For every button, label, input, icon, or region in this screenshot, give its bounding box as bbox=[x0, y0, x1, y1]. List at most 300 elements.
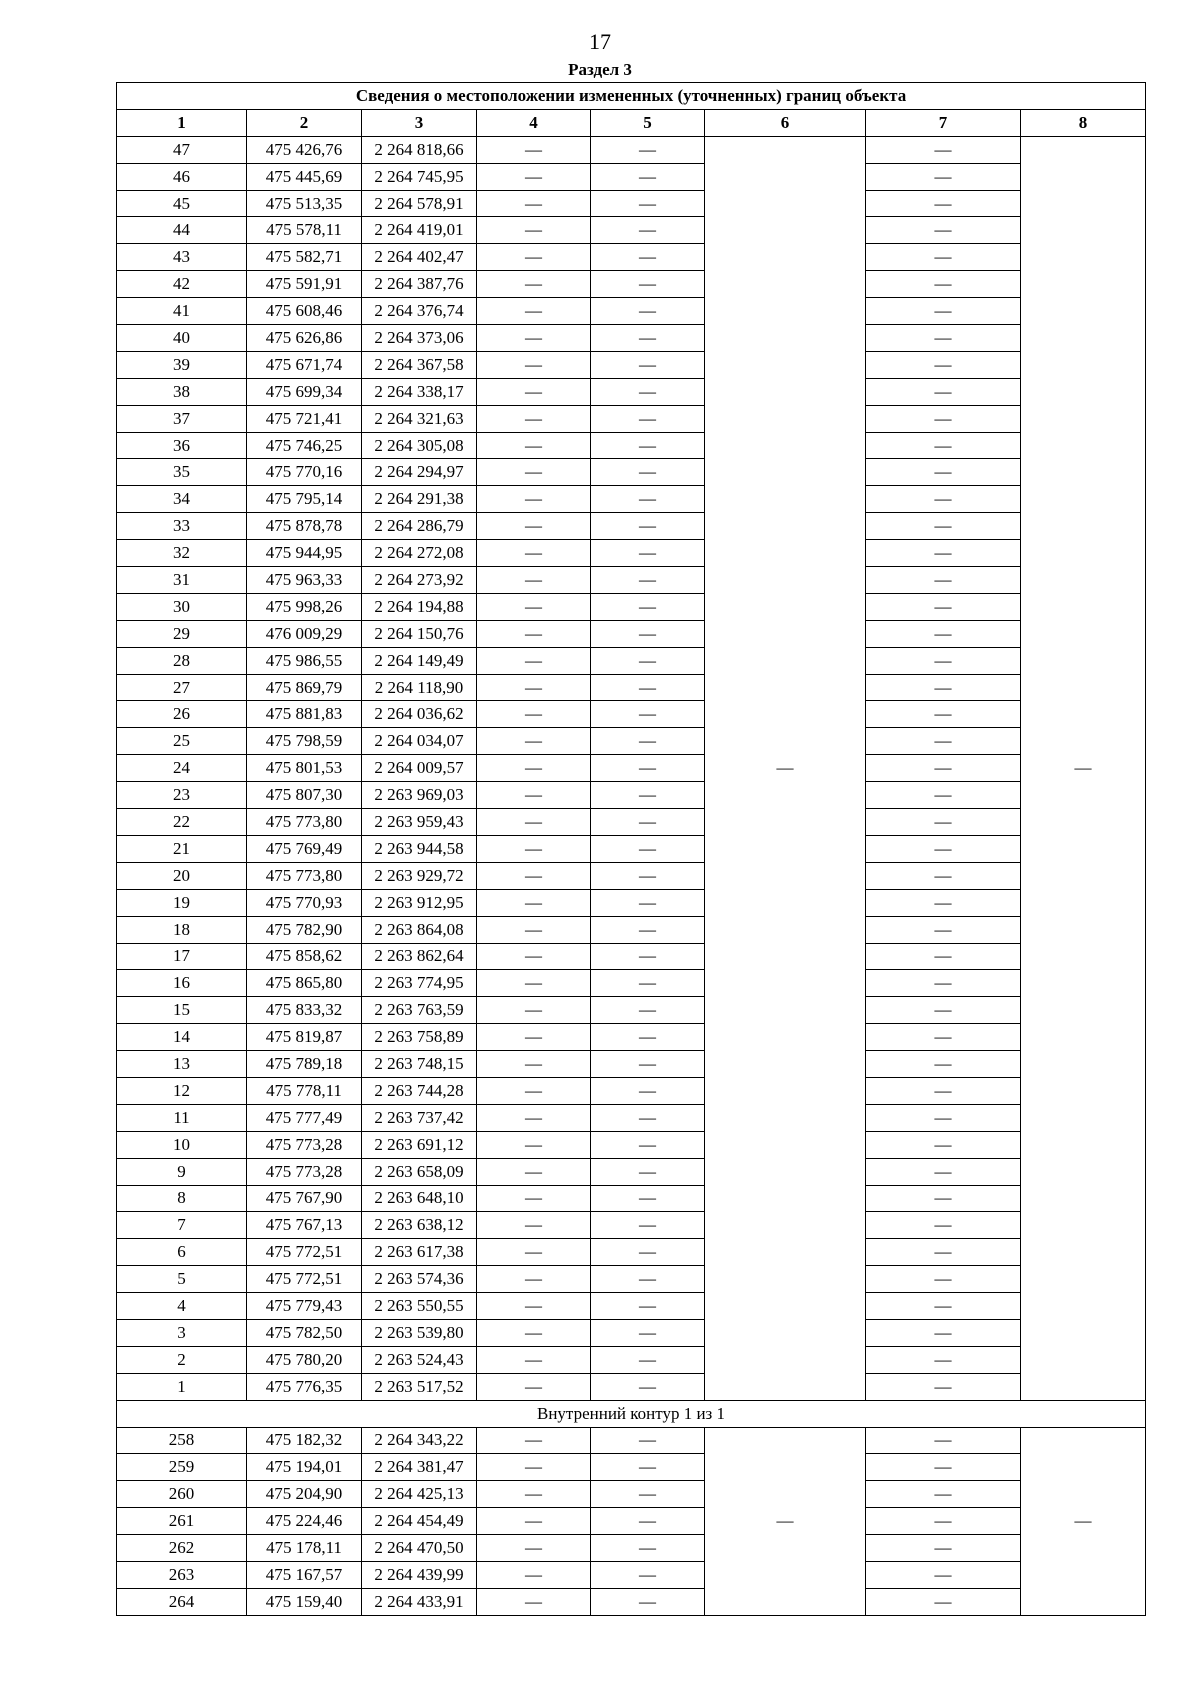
column-7-value: — bbox=[866, 190, 1021, 217]
point-number: 261 bbox=[117, 1508, 247, 1535]
point-number: 20 bbox=[117, 862, 247, 889]
coordinate-x: 475 865,80 bbox=[247, 970, 362, 997]
column-7-value: — bbox=[866, 647, 1021, 674]
column-5-value: — bbox=[591, 755, 705, 782]
point-number: 35 bbox=[117, 459, 247, 486]
coordinate-y: 2 264 150,76 bbox=[362, 620, 477, 647]
point-number: 29 bbox=[117, 620, 247, 647]
coordinate-y: 2 264 454,49 bbox=[362, 1508, 477, 1535]
coordinate-x: 476 009,29 bbox=[247, 620, 362, 647]
point-number: 46 bbox=[117, 163, 247, 190]
coordinate-x: 475 772,51 bbox=[247, 1266, 362, 1293]
coordinate-x: 475 782,90 bbox=[247, 916, 362, 943]
table-row bbox=[117, 540, 1146, 567]
column-5-value: — bbox=[591, 1051, 705, 1078]
coordinate-y: 2 264 194,88 bbox=[362, 593, 477, 620]
point-number: 12 bbox=[117, 1077, 247, 1104]
coordinate-x: 475 998,26 bbox=[247, 593, 362, 620]
table-row bbox=[117, 782, 1146, 809]
column-4-value: — bbox=[477, 1535, 591, 1562]
table-row bbox=[117, 163, 1146, 190]
coordinate-x: 475 204,90 bbox=[247, 1481, 362, 1508]
column-7-value: — bbox=[866, 782, 1021, 809]
point-number: 9 bbox=[117, 1158, 247, 1185]
point-number: 11 bbox=[117, 1104, 247, 1131]
column-5-value: — bbox=[591, 916, 705, 943]
column-5-value: — bbox=[591, 1427, 705, 1454]
column-4-value: — bbox=[477, 1346, 591, 1373]
coordinate-x: 475 798,59 bbox=[247, 728, 362, 755]
coordinate-x: 475 963,33 bbox=[247, 567, 362, 594]
coordinate-x: 475 878,78 bbox=[247, 513, 362, 540]
coordinate-y: 2 264 286,79 bbox=[362, 513, 477, 540]
point-number: 40 bbox=[117, 325, 247, 352]
column-7-value: — bbox=[866, 378, 1021, 405]
column-7-value: — bbox=[866, 1588, 1021, 1615]
coordinate-y: 2 264 402,47 bbox=[362, 244, 477, 271]
column-5-value: — bbox=[591, 782, 705, 809]
column-7-value: — bbox=[866, 620, 1021, 647]
column-5-value: — bbox=[591, 1508, 705, 1535]
table-row bbox=[117, 298, 1146, 325]
column-5-value: — bbox=[591, 1185, 705, 1212]
point-number: 260 bbox=[117, 1481, 247, 1508]
column-4-value: — bbox=[477, 1104, 591, 1131]
column-4-value: — bbox=[477, 486, 591, 513]
coordinate-x: 475 770,93 bbox=[247, 889, 362, 916]
column-7-value: — bbox=[866, 835, 1021, 862]
column-7-value: — bbox=[866, 997, 1021, 1024]
column-4-value: — bbox=[477, 943, 591, 970]
coordinate-y: 2 264 036,62 bbox=[362, 701, 477, 728]
point-number: 42 bbox=[117, 271, 247, 298]
coordinate-y: 2 264 009,57 bbox=[362, 755, 477, 782]
table-row bbox=[117, 190, 1146, 217]
column-7-value: — bbox=[866, 325, 1021, 352]
column-4-value: — bbox=[477, 1266, 591, 1293]
column-7-value: — bbox=[866, 217, 1021, 244]
column-7-value: — bbox=[866, 1024, 1021, 1051]
column-5-value: — bbox=[591, 970, 705, 997]
table-row bbox=[117, 593, 1146, 620]
point-number: 6 bbox=[117, 1239, 247, 1266]
column-4-value: — bbox=[477, 1319, 591, 1346]
coordinate-x: 475 789,18 bbox=[247, 1051, 362, 1078]
table-row bbox=[117, 728, 1146, 755]
column-5-value: — bbox=[591, 190, 705, 217]
table-row bbox=[117, 271, 1146, 298]
column-4-value: — bbox=[477, 1293, 591, 1320]
column-5-value: — bbox=[591, 136, 705, 163]
point-number: 258 bbox=[117, 1427, 247, 1454]
coordinate-x: 475 778,11 bbox=[247, 1077, 362, 1104]
column-4-value: — bbox=[477, 325, 591, 352]
table-row bbox=[117, 970, 1146, 997]
table-row bbox=[117, 1104, 1146, 1131]
column-5-value: — bbox=[591, 217, 705, 244]
column-4-value: — bbox=[477, 1212, 591, 1239]
column-4-value: — bbox=[477, 1051, 591, 1078]
coordinate-y: 2 263 658,09 bbox=[362, 1158, 477, 1185]
coordinate-y: 2 263 944,58 bbox=[362, 835, 477, 862]
table-row bbox=[117, 244, 1146, 271]
coordinate-y: 2 263 539,80 bbox=[362, 1319, 477, 1346]
column-header: 2 bbox=[247, 109, 362, 136]
point-number: 15 bbox=[117, 997, 247, 1024]
column-5-value: — bbox=[591, 1266, 705, 1293]
coordinate-x: 475 767,13 bbox=[247, 1212, 362, 1239]
inner-contour-row bbox=[117, 1400, 1146, 1427]
table-body bbox=[117, 136, 1146, 1615]
point-number: 26 bbox=[117, 701, 247, 728]
column-4-value: — bbox=[477, 1239, 591, 1266]
column-7-value: — bbox=[866, 1373, 1021, 1400]
column-5-value: — bbox=[591, 244, 705, 271]
coordinate-y: 2 264 321,63 bbox=[362, 405, 477, 432]
point-number: 30 bbox=[117, 593, 247, 620]
column-5-value: — bbox=[591, 997, 705, 1024]
coordinate-x: 475 767,90 bbox=[247, 1185, 362, 1212]
column-7-value: — bbox=[866, 513, 1021, 540]
table-row bbox=[117, 459, 1146, 486]
table-row bbox=[117, 1185, 1146, 1212]
table-row bbox=[117, 809, 1146, 836]
coordinate-y: 2 264 439,99 bbox=[362, 1561, 477, 1588]
column-7-value: — bbox=[866, 1293, 1021, 1320]
column-5-value: — bbox=[591, 432, 705, 459]
coordinate-x: 475 167,57 bbox=[247, 1561, 362, 1588]
column-7-value: — bbox=[866, 1104, 1021, 1131]
coordinate-y: 2 263 862,64 bbox=[362, 943, 477, 970]
column-5-value: — bbox=[591, 1293, 705, 1320]
coordinate-x: 475 773,28 bbox=[247, 1158, 362, 1185]
coordinate-y: 2 263 758,89 bbox=[362, 1024, 477, 1051]
column-7-value: — bbox=[866, 1535, 1021, 1562]
column-7-value: — bbox=[866, 1131, 1021, 1158]
column-4-value: — bbox=[477, 782, 591, 809]
coordinate-x: 475 801,53 bbox=[247, 755, 362, 782]
column-7-value: — bbox=[866, 1212, 1021, 1239]
coordinate-y: 2 263 638,12 bbox=[362, 1212, 477, 1239]
column-7-value: — bbox=[866, 1185, 1021, 1212]
column-6-merged-value: — bbox=[705, 1427, 866, 1615]
column-5-value: — bbox=[591, 486, 705, 513]
coordinate-x: 475 699,34 bbox=[247, 378, 362, 405]
column-4-value: — bbox=[477, 1024, 591, 1051]
table-row bbox=[117, 136, 1146, 163]
table-row bbox=[117, 1131, 1146, 1158]
column-4-value: — bbox=[477, 1588, 591, 1615]
column-header: 1 bbox=[117, 109, 247, 136]
table-row bbox=[117, 916, 1146, 943]
table-row bbox=[117, 1454, 1146, 1481]
column-7-value: — bbox=[866, 1051, 1021, 1078]
column-7-value: — bbox=[866, 1077, 1021, 1104]
section-title: Раздел 3 bbox=[568, 60, 632, 79]
column-7-value: — bbox=[866, 540, 1021, 567]
coordinate-y: 2 263 691,12 bbox=[362, 1131, 477, 1158]
column-5-value: — bbox=[591, 593, 705, 620]
column-7-value: — bbox=[866, 567, 1021, 594]
column-4-value: — bbox=[477, 1077, 591, 1104]
column-7-value: — bbox=[866, 862, 1021, 889]
column-4-value: — bbox=[477, 567, 591, 594]
coordinate-x: 475 770,16 bbox=[247, 459, 362, 486]
table-row bbox=[117, 647, 1146, 674]
inner-contour-label: Внутренний контур 1 из 1 bbox=[117, 1400, 1146, 1427]
coordinate-y: 2 264 376,74 bbox=[362, 298, 477, 325]
table-row bbox=[117, 862, 1146, 889]
point-number: 18 bbox=[117, 916, 247, 943]
column-7-value: — bbox=[866, 809, 1021, 836]
column-5-value: — bbox=[591, 378, 705, 405]
coordinate-y: 2 263 912,95 bbox=[362, 889, 477, 916]
point-number: 13 bbox=[117, 1051, 247, 1078]
point-number: 28 bbox=[117, 647, 247, 674]
column-5-value: — bbox=[591, 701, 705, 728]
column-4-value: — bbox=[477, 1158, 591, 1185]
coordinate-y: 2 264 387,76 bbox=[362, 271, 477, 298]
column-5-value: — bbox=[591, 459, 705, 486]
page-number: 17 bbox=[589, 29, 611, 54]
coordinate-y: 2 263 929,72 bbox=[362, 862, 477, 889]
column-5-value: — bbox=[591, 1104, 705, 1131]
column-7-value: — bbox=[866, 163, 1021, 190]
column-7-value: — bbox=[866, 943, 1021, 970]
column-5-value: — bbox=[591, 513, 705, 540]
table-row bbox=[117, 1158, 1146, 1185]
column-4-value: — bbox=[477, 647, 591, 674]
point-number: 264 bbox=[117, 1588, 247, 1615]
column-5-value: — bbox=[591, 943, 705, 970]
point-number: 259 bbox=[117, 1454, 247, 1481]
coordinate-y: 2 264 578,91 bbox=[362, 190, 477, 217]
table-row bbox=[117, 835, 1146, 862]
column-7-value: — bbox=[866, 1508, 1021, 1535]
coordinate-x: 475 772,51 bbox=[247, 1239, 362, 1266]
column-4-value: — bbox=[477, 1561, 591, 1588]
coordinate-x: 475 782,50 bbox=[247, 1319, 362, 1346]
column-header: 7 bbox=[866, 109, 1021, 136]
point-number: 262 bbox=[117, 1535, 247, 1562]
table-row bbox=[117, 325, 1146, 352]
table-row bbox=[117, 1427, 1146, 1454]
coordinate-y: 2 263 524,43 bbox=[362, 1346, 477, 1373]
coordinate-y: 2 264 419,01 bbox=[362, 217, 477, 244]
coordinate-x: 475 833,32 bbox=[247, 997, 362, 1024]
column-4-value: — bbox=[477, 432, 591, 459]
column-5-value: — bbox=[591, 271, 705, 298]
column-7-value: — bbox=[866, 889, 1021, 916]
coordinate-x: 475 671,74 bbox=[247, 351, 362, 378]
point-number: 8 bbox=[117, 1185, 247, 1212]
table-row bbox=[117, 1346, 1146, 1373]
column-5-value: — bbox=[591, 1481, 705, 1508]
table-row bbox=[117, 889, 1146, 916]
point-number: 22 bbox=[117, 809, 247, 836]
column-7-value: — bbox=[866, 1158, 1021, 1185]
table-row bbox=[117, 1373, 1146, 1400]
point-number: 2 bbox=[117, 1346, 247, 1373]
coordinate-x: 475 182,32 bbox=[247, 1427, 362, 1454]
coordinate-y: 2 263 574,36 bbox=[362, 1266, 477, 1293]
column-7-value: — bbox=[866, 298, 1021, 325]
point-number: 37 bbox=[117, 405, 247, 432]
coordinate-x: 475 582,71 bbox=[247, 244, 362, 271]
coordinate-x: 475 746,25 bbox=[247, 432, 362, 459]
coordinate-x: 475 608,46 bbox=[247, 298, 362, 325]
column-4-value: — bbox=[477, 217, 591, 244]
table-row bbox=[117, 351, 1146, 378]
column-5-value: — bbox=[591, 809, 705, 836]
column-4-value: — bbox=[477, 1373, 591, 1400]
coordinate-x: 475 858,62 bbox=[247, 943, 362, 970]
column-7-value: — bbox=[866, 1454, 1021, 1481]
table-row bbox=[117, 943, 1146, 970]
column-5-value: — bbox=[591, 540, 705, 567]
table-row bbox=[117, 513, 1146, 540]
coordinate-x: 475 773,28 bbox=[247, 1131, 362, 1158]
column-6-merged-value: — bbox=[705, 136, 866, 1400]
column-7-value: — bbox=[866, 755, 1021, 782]
column-5-value: — bbox=[591, 567, 705, 594]
coordinate-y: 2 263 748,15 bbox=[362, 1051, 477, 1078]
column-4-value: — bbox=[477, 1427, 591, 1454]
coordinate-y: 2 263 864,08 bbox=[362, 916, 477, 943]
point-number: 45 bbox=[117, 190, 247, 217]
coordinate-y: 2 264 425,13 bbox=[362, 1481, 477, 1508]
coordinate-x: 475 795,14 bbox=[247, 486, 362, 513]
column-5-value: — bbox=[591, 1077, 705, 1104]
column-4-value: — bbox=[477, 755, 591, 782]
coordinate-y: 2 264 034,07 bbox=[362, 728, 477, 755]
boundary-coordinates-table bbox=[116, 82, 1146, 1616]
point-number: 36 bbox=[117, 432, 247, 459]
column-5-value: — bbox=[591, 1346, 705, 1373]
column-7-value: — bbox=[866, 1481, 1021, 1508]
point-number: 34 bbox=[117, 486, 247, 513]
column-7-value: — bbox=[866, 701, 1021, 728]
coordinate-x: 475 779,43 bbox=[247, 1293, 362, 1320]
point-number: 33 bbox=[117, 513, 247, 540]
column-5-value: — bbox=[591, 1535, 705, 1562]
coordinate-x: 475 626,86 bbox=[247, 325, 362, 352]
column-header: 5 bbox=[591, 109, 705, 136]
column-7-value: — bbox=[866, 459, 1021, 486]
coordinate-y: 2 263 517,52 bbox=[362, 1373, 477, 1400]
column-7-value: — bbox=[866, 728, 1021, 755]
column-4-value: — bbox=[477, 459, 591, 486]
point-number: 263 bbox=[117, 1561, 247, 1588]
column-4-value: — bbox=[477, 1481, 591, 1508]
column-5-value: — bbox=[591, 351, 705, 378]
column-4-value: — bbox=[477, 298, 591, 325]
column-7-value: — bbox=[866, 1239, 1021, 1266]
coordinate-x: 475 777,49 bbox=[247, 1104, 362, 1131]
column-5-value: — bbox=[591, 620, 705, 647]
table-row bbox=[117, 1212, 1146, 1239]
column-header-row bbox=[117, 109, 1146, 136]
column-7-value: — bbox=[866, 405, 1021, 432]
table-row bbox=[117, 755, 1146, 782]
table-row bbox=[117, 1266, 1146, 1293]
table-row bbox=[117, 378, 1146, 405]
table-row bbox=[117, 1077, 1146, 1104]
point-number: 4 bbox=[117, 1293, 247, 1320]
table-row bbox=[117, 567, 1146, 594]
table-row bbox=[117, 1024, 1146, 1051]
coordinate-y: 2 263 617,38 bbox=[362, 1239, 477, 1266]
column-7-value: — bbox=[866, 970, 1021, 997]
column-4-value: — bbox=[477, 405, 591, 432]
coordinate-x: 475 944,95 bbox=[247, 540, 362, 567]
coordinate-y: 2 263 763,59 bbox=[362, 997, 477, 1024]
coordinate-y: 2 264 367,58 bbox=[362, 351, 477, 378]
table-row bbox=[117, 1293, 1146, 1320]
point-number: 3 bbox=[117, 1319, 247, 1346]
table-row bbox=[117, 701, 1146, 728]
column-5-value: — bbox=[591, 889, 705, 916]
table-row bbox=[117, 620, 1146, 647]
point-number: 38 bbox=[117, 378, 247, 405]
point-number: 27 bbox=[117, 674, 247, 701]
column-7-value: — bbox=[866, 1427, 1021, 1454]
column-7-value: — bbox=[866, 593, 1021, 620]
coordinate-y: 2 264 338,17 bbox=[362, 378, 477, 405]
coordinate-y: 2 263 648,10 bbox=[362, 1185, 477, 1212]
column-5-value: — bbox=[591, 1212, 705, 1239]
coordinate-y: 2 264 381,47 bbox=[362, 1454, 477, 1481]
coordinate-x: 475 721,41 bbox=[247, 405, 362, 432]
coordinate-y: 2 263 969,03 bbox=[362, 782, 477, 809]
column-5-value: — bbox=[591, 647, 705, 674]
column-7-value: — bbox=[866, 916, 1021, 943]
point-number: 41 bbox=[117, 298, 247, 325]
column-4-value: — bbox=[477, 916, 591, 943]
point-number: 23 bbox=[117, 782, 247, 809]
coordinate-x: 475 881,83 bbox=[247, 701, 362, 728]
coordinate-y: 2 264 818,66 bbox=[362, 136, 477, 163]
column-4-value: — bbox=[477, 513, 591, 540]
coordinate-y: 2 264 745,95 bbox=[362, 163, 477, 190]
column-7-value: — bbox=[866, 1266, 1021, 1293]
column-5-value: — bbox=[591, 1588, 705, 1615]
coordinate-x: 475 769,49 bbox=[247, 835, 362, 862]
coordinate-x: 475 776,35 bbox=[247, 1373, 362, 1400]
point-number: 14 bbox=[117, 1024, 247, 1051]
coordinate-x: 475 773,80 bbox=[247, 862, 362, 889]
column-4-value: — bbox=[477, 244, 591, 271]
coordinate-x: 475 773,80 bbox=[247, 809, 362, 836]
table-row bbox=[117, 432, 1146, 459]
column-header: 6 bbox=[705, 109, 866, 136]
point-number: 24 bbox=[117, 755, 247, 782]
column-4-value: — bbox=[477, 190, 591, 217]
coordinate-y: 2 264 305,08 bbox=[362, 432, 477, 459]
column-5-value: — bbox=[591, 298, 705, 325]
column-4-value: — bbox=[477, 136, 591, 163]
point-number: 17 bbox=[117, 943, 247, 970]
table-title: Сведения о местоположении измененных (уточненных) границ объекта bbox=[117, 83, 1146, 110]
point-number: 10 bbox=[117, 1131, 247, 1158]
column-4-value: — bbox=[477, 1508, 591, 1535]
point-number: 31 bbox=[117, 567, 247, 594]
coordinate-y: 2 264 373,06 bbox=[362, 325, 477, 352]
coordinate-y: 2 263 959,43 bbox=[362, 809, 477, 836]
column-4-value: — bbox=[477, 835, 591, 862]
point-number: 16 bbox=[117, 970, 247, 997]
point-number: 47 bbox=[117, 136, 247, 163]
